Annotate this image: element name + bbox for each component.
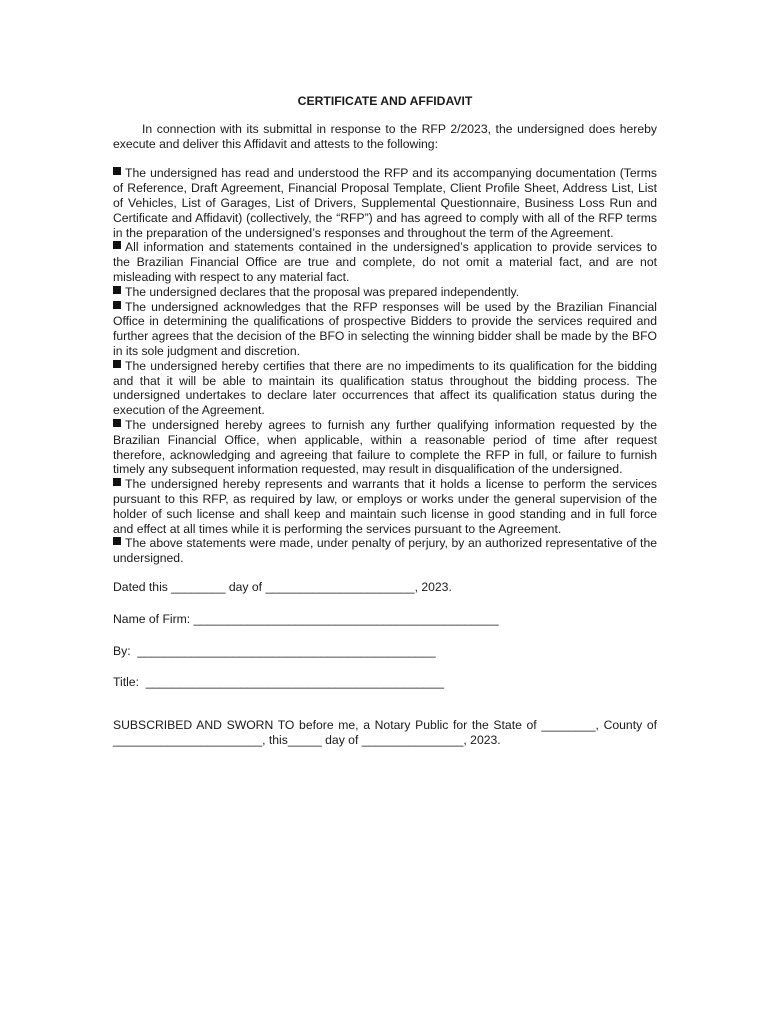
attestation-text: All information and statements contained in the undersigned’s application to provide services to the Brazilian Financial Office are true and complete, do not omit a material fact, and are not misleading with respect to any material fact. <box>113 240 657 284</box>
attestation-item <box>113 285 657 300</box>
notary-statement[interactable]: SUBSCRIBED AND SWORN TO before me, a Notary Public for the State of ________, County of ______________________, this_____ day of _______________, 2023. <box>113 718 657 747</box>
square-bullet-icon <box>113 301 121 309</box>
intro-paragraph: In connection with its submittal in response to the RFP 2/2023, the undersigned does hereby execute and deliver this Affidavit and attests to the following: <box>113 121 657 151</box>
attestation-item <box>113 240 657 284</box>
attestation-text: The above statements were made, under penalty of perjury, by an authorized representative of the undersigned. <box>113 536 657 566</box>
square-bullet-icon <box>113 241 121 249</box>
attestation-item <box>113 300 657 359</box>
square-bullet-icon <box>113 419 121 427</box>
signer-title-line[interactable]: Title: ____________________________________________ <box>113 675 444 690</box>
attestation-item <box>113 359 657 418</box>
dated-line[interactable]: Dated this ________ day of ______________________, 2023. <box>113 579 452 594</box>
square-bullet-icon <box>113 286 121 294</box>
attestation-list <box>113 166 657 566</box>
attestation-item <box>113 166 657 240</box>
attestation-text: The undersigned hereby agrees to furnish any further qualifying information requested by the Brazilian Financial Office, when applicable, within a reasonable period of time after request therefore, acknowledging and agreeing that failure to complete the RFP in full, or failure to furnish timely any subsequent information requested, may result in disqualification of the undersigned. <box>113 417 657 477</box>
firm-name-line[interactable]: Name of Firm: _____________________________________________ <box>113 611 499 626</box>
attestation-text: The undersigned acknowledges that the RFP responses will be used by the Brazilian Financial Office in determining the qualifications of prospective Bidders to provide the services required and further agrees that the decision of the BFO in selecting the winning bidder shall be made by the BFO in its sole judgment and discretion. <box>113 299 657 358</box>
signature-block <box>113 580 657 690</box>
document-title: CERTIFICATE AND AFFIDAVIT <box>297 94 473 108</box>
attestation-text: The undersigned hereby certifies that there are no impediments to its qualification for the bidding and that it will be able to maintain its qualification status throughout the bidding process. The undersigned undertakes to declare later occurrences that affect its qualification status during the execution of the Agreement. <box>113 358 657 418</box>
square-bullet-icon <box>113 167 121 175</box>
attestation-text: The undersigned hereby represents and warrants that it holds a license to perform the services pursuant to this RFP, as required by law, or employs or works under the general supervision of the holder of such license and shall keep and maintain such license in good standing and in full force and effect at all times while it is performing the services pursuant to the Agreement. <box>113 477 657 536</box>
attestation-item <box>113 536 657 566</box>
attestation-text: The undersigned has read and understood the RFP and its accompanying documentation (Terms of Reference, Draft Agreement, Financial Proposal Template, Client Profile Sheet, Address List, List of Vehicles, List of Garages, List of Drivers, Supplemental Questionnaire, Business Loss Run and Certificate and Affidavit) (collectively, the “RFP”) and has agreed to comply with all of the RFP terms in the preparation of the undersigned’s responses and throughout the term of the Agreement. <box>113 166 657 240</box>
square-bullet-icon <box>113 360 121 368</box>
attestation-text: The undersigned declares that the proposal was prepared independently. <box>125 284 520 299</box>
square-bullet-icon <box>113 537 121 545</box>
attestation-item <box>113 418 657 477</box>
square-bullet-icon <box>113 478 121 486</box>
signed-by-line[interactable]: By: ____________________________________________ <box>113 643 436 658</box>
affidavit-page <box>113 94 657 760</box>
attestation-item <box>113 477 657 536</box>
